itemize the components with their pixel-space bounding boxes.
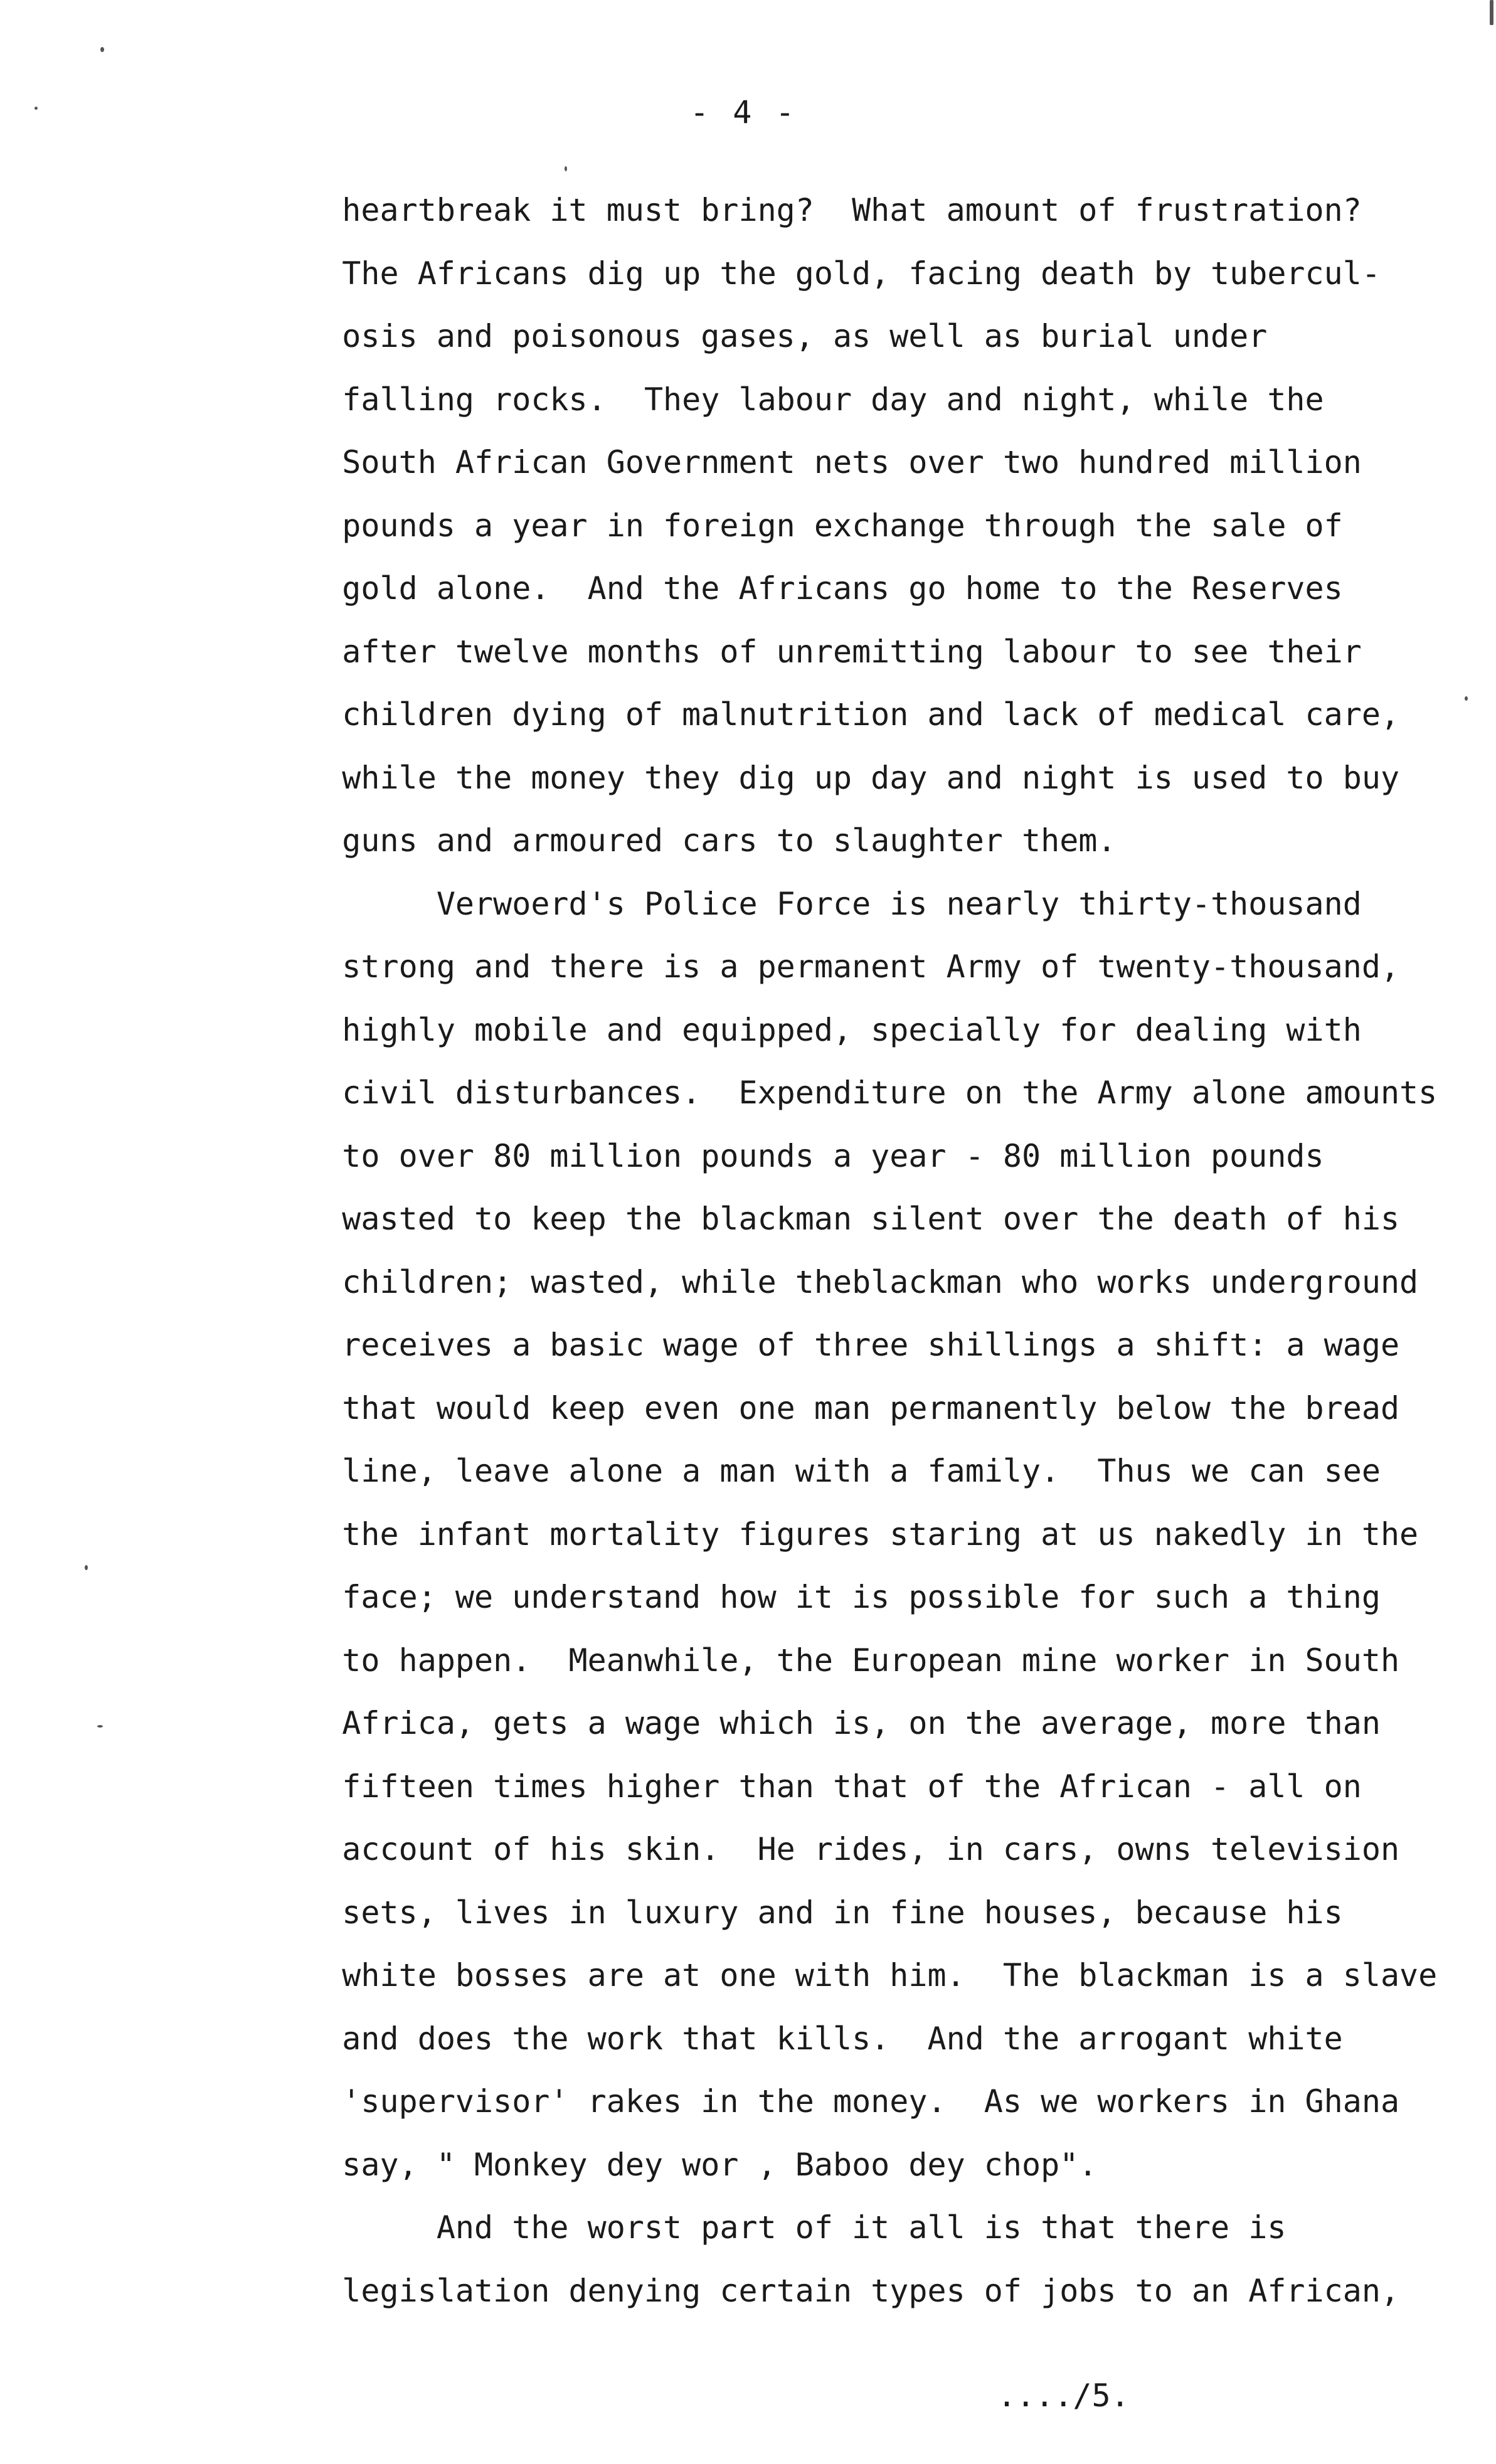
text-line: 'supervisor' rakes in the money. As we workers in Ghana <box>285 2083 1400 2120</box>
text-line: strong and there is a permanent Army of twenty-thousand, <box>285 948 1400 985</box>
text-line: while the money they dig up day and night is used to buy <box>285 759 1400 796</box>
text-line: fifteen times higher than that of the African - all on <box>285 1768 1362 1805</box>
text-line: receives a basic wage of three shillings a shift: a wage <box>285 1327 1400 1363</box>
text-line: osis and poisonous gases, as well as burial under <box>285 318 1268 354</box>
text-line: the infant mortality figures staring at us nakedly in the <box>285 1516 1419 1553</box>
continuation-marker: ..../5. <box>997 2377 1130 2414</box>
text-line: highly mobile and equipped, specially for dealing with <box>285 1011 1362 1048</box>
text-line: to happen. Meanwhile, the European mine worker in South <box>285 1642 1400 1679</box>
text-line: pounds a year in foreign exchange through the sale of <box>285 507 1343 544</box>
speck <box>34 107 38 110</box>
text-line: civil disturbances. Expenditure on the Army alone amounts <box>285 1075 1438 1111</box>
text-line: say, " Monkey dey wor , Baboo dey chop". <box>285 2146 1098 2183</box>
text-line: Africa, gets a wage which is, on the average, more than <box>285 1705 1381 1741</box>
text-line: legislation denying certain types of jobs to an African, <box>285 2272 1400 2309</box>
text-line: and does the work that kills. And the arrogant white <box>285 2020 1343 2057</box>
text-line: after twelve months of unremitting labour to see their <box>285 633 1362 670</box>
text-line: face; we understand how it is possible for such a thing <box>285 1579 1381 1615</box>
text-line: sets, lives in luxury and in fine houses, because his <box>285 1894 1343 1931</box>
text-line: white bosses are at one with him. The blackman is a slave <box>285 1957 1438 1994</box>
speck <box>1490 0 1493 25</box>
text-line: Verwoerd's Police Force is nearly thirty-thousand <box>285 885 1362 922</box>
speck <box>100 47 104 52</box>
text-line: South African Government nets over two hundred million <box>285 444 1362 481</box>
text-line: account of his skin. He rides, in cars, owns television <box>285 1831 1400 1867</box>
speck <box>565 166 567 171</box>
text-line: children dying of malnutrition and lack of medical care, <box>285 696 1400 733</box>
text-line: heartbreak it must bring? What amount of frustration? <box>285 192 1362 228</box>
text-line: children; wasted, while theblackman who works underground <box>285 1263 1419 1300</box>
page-number: - 4 - <box>690 94 797 130</box>
text-line: wasted to keep the blackman silent over the death of his <box>285 1201 1400 1237</box>
speck <box>1465 696 1468 701</box>
text-line: The Africans dig up the gold, facing death by tubercul- <box>285 255 1381 292</box>
speck <box>97 1725 103 1728</box>
text-line: to over 80 million pounds a year - 80 million pounds <box>285 1137 1324 1174</box>
text-line: line, leave alone a man with a family. Thus we can see <box>285 1453 1381 1489</box>
speck <box>85 1565 88 1570</box>
text-line: gold alone. And the Africans go home to the Reserves <box>285 570 1343 607</box>
text-line: that would keep even one man permanently below the bread <box>285 1389 1400 1426</box>
body-text <box>285 179 1438 2322</box>
text-line: And the worst part of it all is that there is <box>285 2209 1286 2246</box>
text-line: guns and armoured cars to slaughter them. <box>285 822 1117 859</box>
text-line: falling rocks. They labour day and night, while the <box>285 381 1324 418</box>
